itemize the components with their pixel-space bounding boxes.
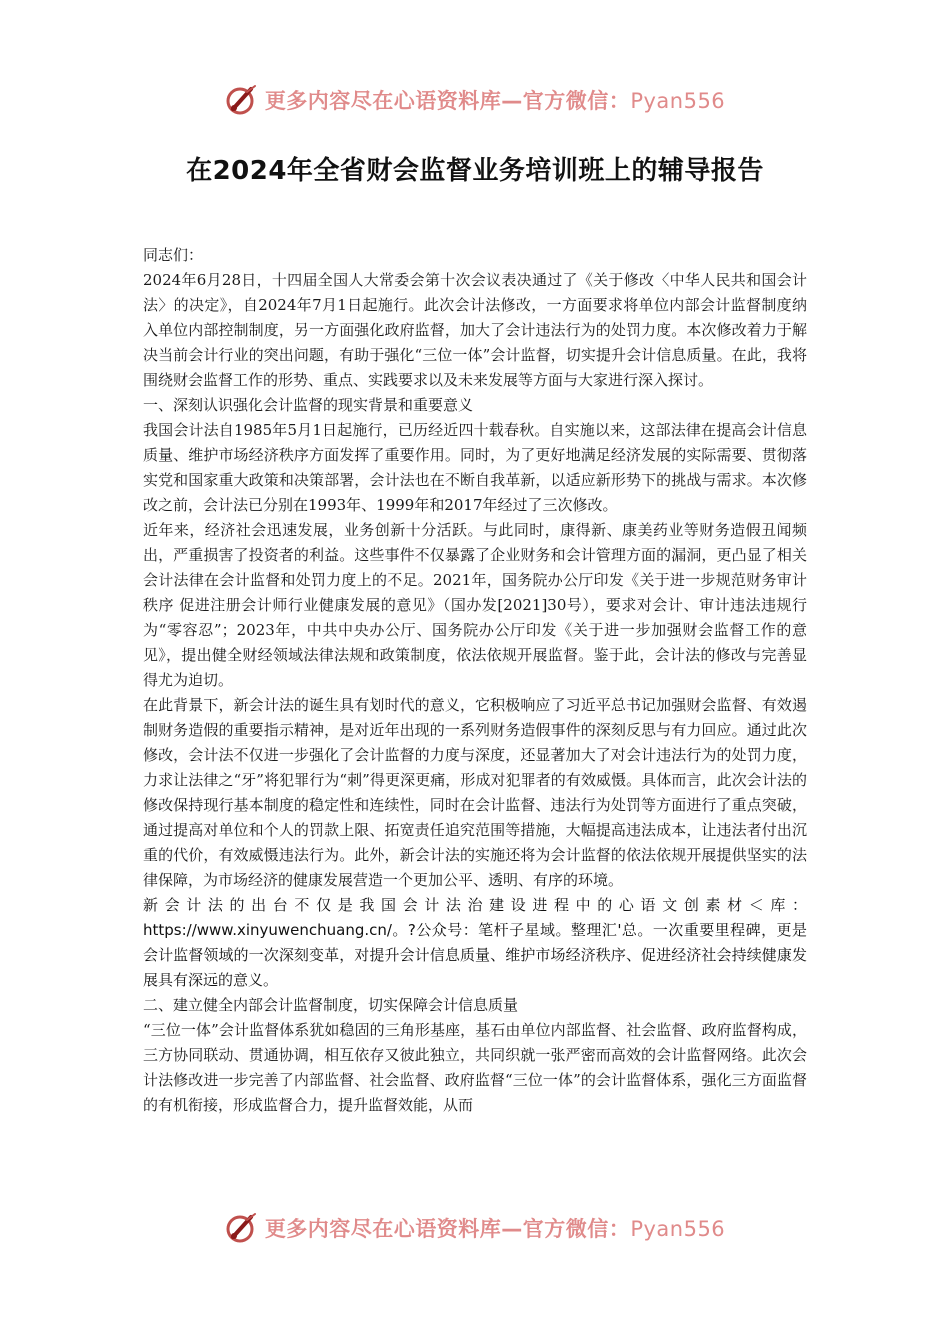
body-paragraph: “三位一体”会计监督体系犹如稳固的三角形基座，基石由单位内部监督、社会监督、政府监督构成，三方协同联动、贯通协调，相互依存又彼此独立，共同织就一张严密而高效的会计监督网络。此次会计法修改进一步完善了内部监督、社会监督、政府监督“三位一体”的会计监督体系，强化三方面监督的有机衔接，形成监督合力，提升监督效能，从而 (143, 1021, 807, 1114)
footer-watermark-banner (0, 1208, 950, 1248)
section-heading: 二、建立健全内部会计监督制度，切实保障会计信息质量 (143, 996, 519, 1014)
header-watermark-banner (0, 80, 950, 120)
inserted-ad-paragraph: 新会计法的出台不仅是我国会计法治建设进程中的心语文创素材＜库：https://www.xinyuwenchuang.cn/。?公众号：笔杆子星域。整理汇'总。一次重要里程碑，更是会计监督领域的一次深刻变革，对提升会计信息质量、维护市场经济秩序、促进经济社会持续健康发展具有深远的意义。 (143, 896, 807, 989)
section-heading: 一、深刻认识强化会计监督的现实背景和重要意义 (143, 396, 474, 414)
document-title: 在2024年全省财会监督业务培训班上的辅导报告 (186, 156, 764, 186)
brush-logo-icon (225, 83, 259, 117)
brush-logo-icon (225, 1211, 259, 1245)
body-paragraph: 2024年6月28日，十四届全国人大常委会第十次会议表决通过了《关于修改〈中华人民共和国会计法〉的决定》，自2024年7月1日起施行。此次会计法修改，一方面要求将单位内部会计监督制度纳入单位内部控制制度，另一方面强化政府监督，加大了会计违法行为的处罚力度。本次修改着力于解决当前会计行业的突出问题，有助于强化“三位一体”会计监督，切实提升会计信息质量。在此，我将围绕财会监督工作的形势、重点、实践要求以及未来发展等方面与大家进行深入探讨。 (143, 271, 807, 389)
watermark-text: 更多内容尽在心语资料库—官方微信：Pyan556 (264, 1217, 726, 1241)
body-paragraph: 在此背景下，新会计法的诞生具有划时代的意义，它积极响应了习近平总书记加强财会监督、有效遏制财务造假的重要指示精神，是对近年出现的一系列财务造假事件的深刻反思与有力回应。通过此次修改，会计法不仅进一步强化了会计监督的力度与深度，还显著加大了对会计违法行为的处罚力度，力求让法律之“牙”将犯罪行为“刺”得更深更痛，形成对犯罪者的有效威慑。具体而言，此次会计法的修改保持现行基本制度的稳定性和连续性，同时在会计监督、违法行为处罚等方面进行了重点突破，通过提高对单位和个人的罚款上限、拓宽责任追究范围等措施，大幅提高违法成本，让违法者付出沉重的代价，有效威慑违法行为。此外，新会计法的实施还将为会计监督的依法依规开展提供坚实的法律保障，为市场经济的健康发展营造一个更加公平、透明、有序的环境。 (143, 696, 807, 889)
salutation: 同志们： (143, 246, 204, 264)
watermark-text: 更多内容尽在心语资料库—官方微信：Pyan556 (264, 89, 726, 113)
body-paragraph: 近年来，经济社会迅速发展，业务创新十分活跃。与此同时，康得新、康美药业等财务造假丑闻频出，严重损害了投资者的利益。这些事件不仅暴露了企业财务和会计管理方面的漏洞，更凸显了相关会计法律在会计监督和处罚力度上的不足。2021年，国务院办公厅印发《关于进一步规范财务审计秩序 促进注册会计师行业健康发展的意见》（国办发[2021]30号），要求对会计、审计违法违规行为“零容忍”；2023年，中共中央办公厅、国务院办公厅印发《关于进一步加强财会监督工作的意见》，提出健全财经领域法律法规和政策制度，依法依规开展监督。鉴于此，会计法的修改与完善显得尤为迫切。 (143, 521, 807, 689)
document-body (143, 243, 807, 1118)
body-paragraph: 我国会计法自1985年5月1日起施行，已历经近四十载春秋。自实施以来，这部法律在提高会计信息质量、维护市场经济秩序方面发挥了重要作用。同时，为了更好地满足经济发展的实际需要、贯彻落实党和国家重大政策和决策部署，会计法也在不断自我革新，以适应新形势下的挑战与需求。本次修改之前，会计法已分别在1993年、1999年和2017年经过了三次修改。 (143, 421, 807, 514)
